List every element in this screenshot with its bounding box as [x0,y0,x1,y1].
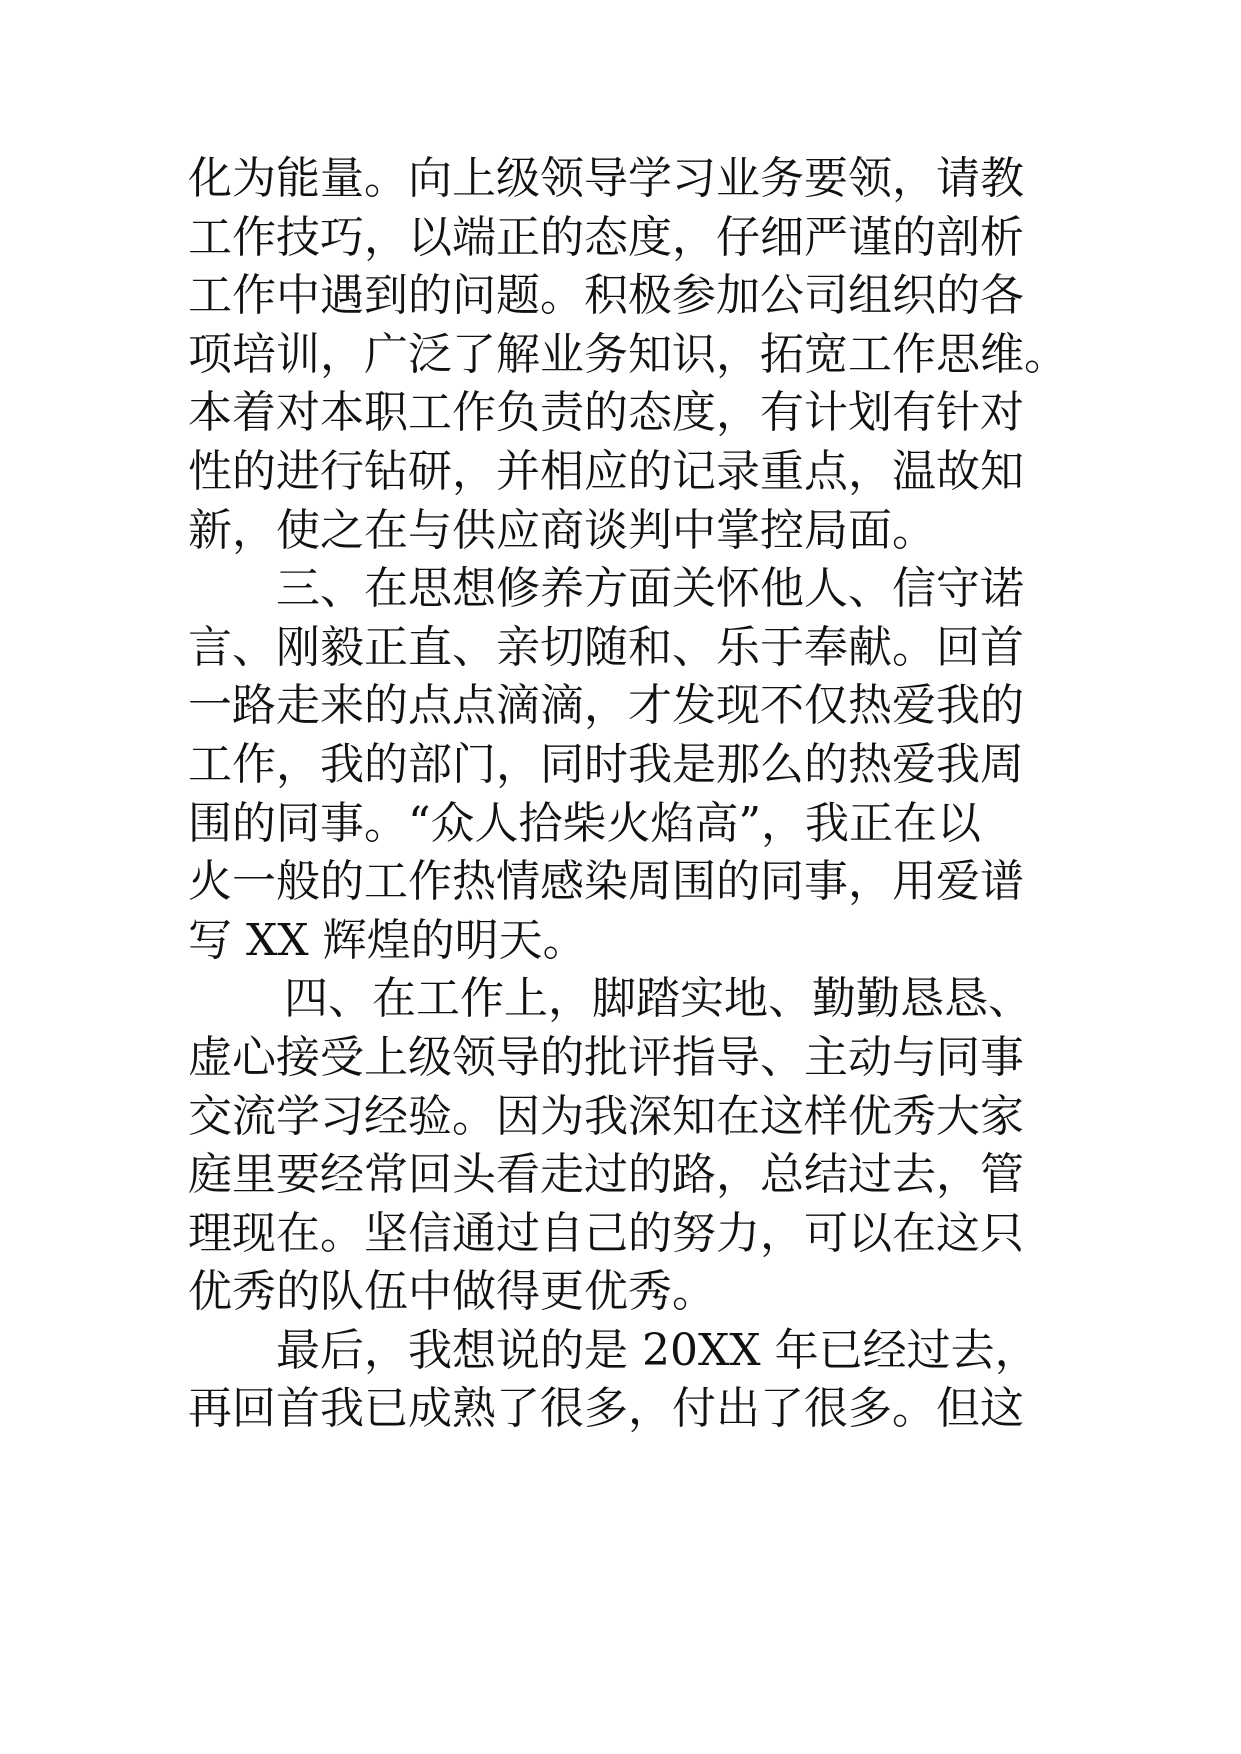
text-line: 新，使之在与供应商谈判中掌控局面。 [188,504,936,556]
text-line: 工作，我的部门，同时我是那么的热爱我周 [188,738,1024,790]
text-line: 交流学习经验。因为我深知在这样优秀大家 [188,1090,1024,1142]
text-line: 工作中遇到的问题。积极参加公司组织的各 [188,270,1024,322]
text-line: 化为能量。向上级领导学习业务要领，请教 [188,153,1024,204]
paragraph-start-line: 四、在工作上，脚踏实地、勤勤恳恳、 [284,973,1032,1025]
text-line: 优秀的队伍中做得更优秀。 [188,1266,716,1318]
text-line: 写 XX 辉煌的明天。 [188,914,587,966]
paragraph-start-line: 最后，我想说的是 20XX 年已经过去， [276,1324,1039,1376]
text-line: 一路走来的点点滴滴，才发现不仅热爱我的 [188,680,1024,732]
text-line: 项培训，广泛了解业务知识，拓宽工作思维。 [188,328,1068,380]
text-line: 理现在。坚信通过自己的努力，可以在这只 [188,1207,1024,1259]
text-line: 围的同事。“众人拾柴火焰高”，我正在以 [188,797,981,849]
text-line: 庭里要经常回头看走过的路，总结过去，管 [188,1149,1024,1201]
text-line: 工作技巧，以端正的态度，仔细严谨的剖析 [188,211,1024,263]
text-line: 火一般的工作热情感染周围的同事，用爱谱 [188,856,1024,908]
text-line: 本着对本职工作负责的态度，有计划有针对 [188,387,1024,439]
text-line: 再回首我已成熟了很多，付出了很多。但这 [188,1383,1024,1435]
text-line: 性的进行钻研，并相应的记录重点，温故知 [188,445,1024,497]
text-line: 言、刚毅正直、亲切随和、乐于奉献。回首 [188,621,1024,673]
paragraph-start-line: 三、在思想修养方面关怀他人、信守诺 [276,563,1024,615]
document-body [188,150,1088,1439]
text-line: 虚心接受上级领导的批评指导、主动与同事 [188,1031,1024,1083]
